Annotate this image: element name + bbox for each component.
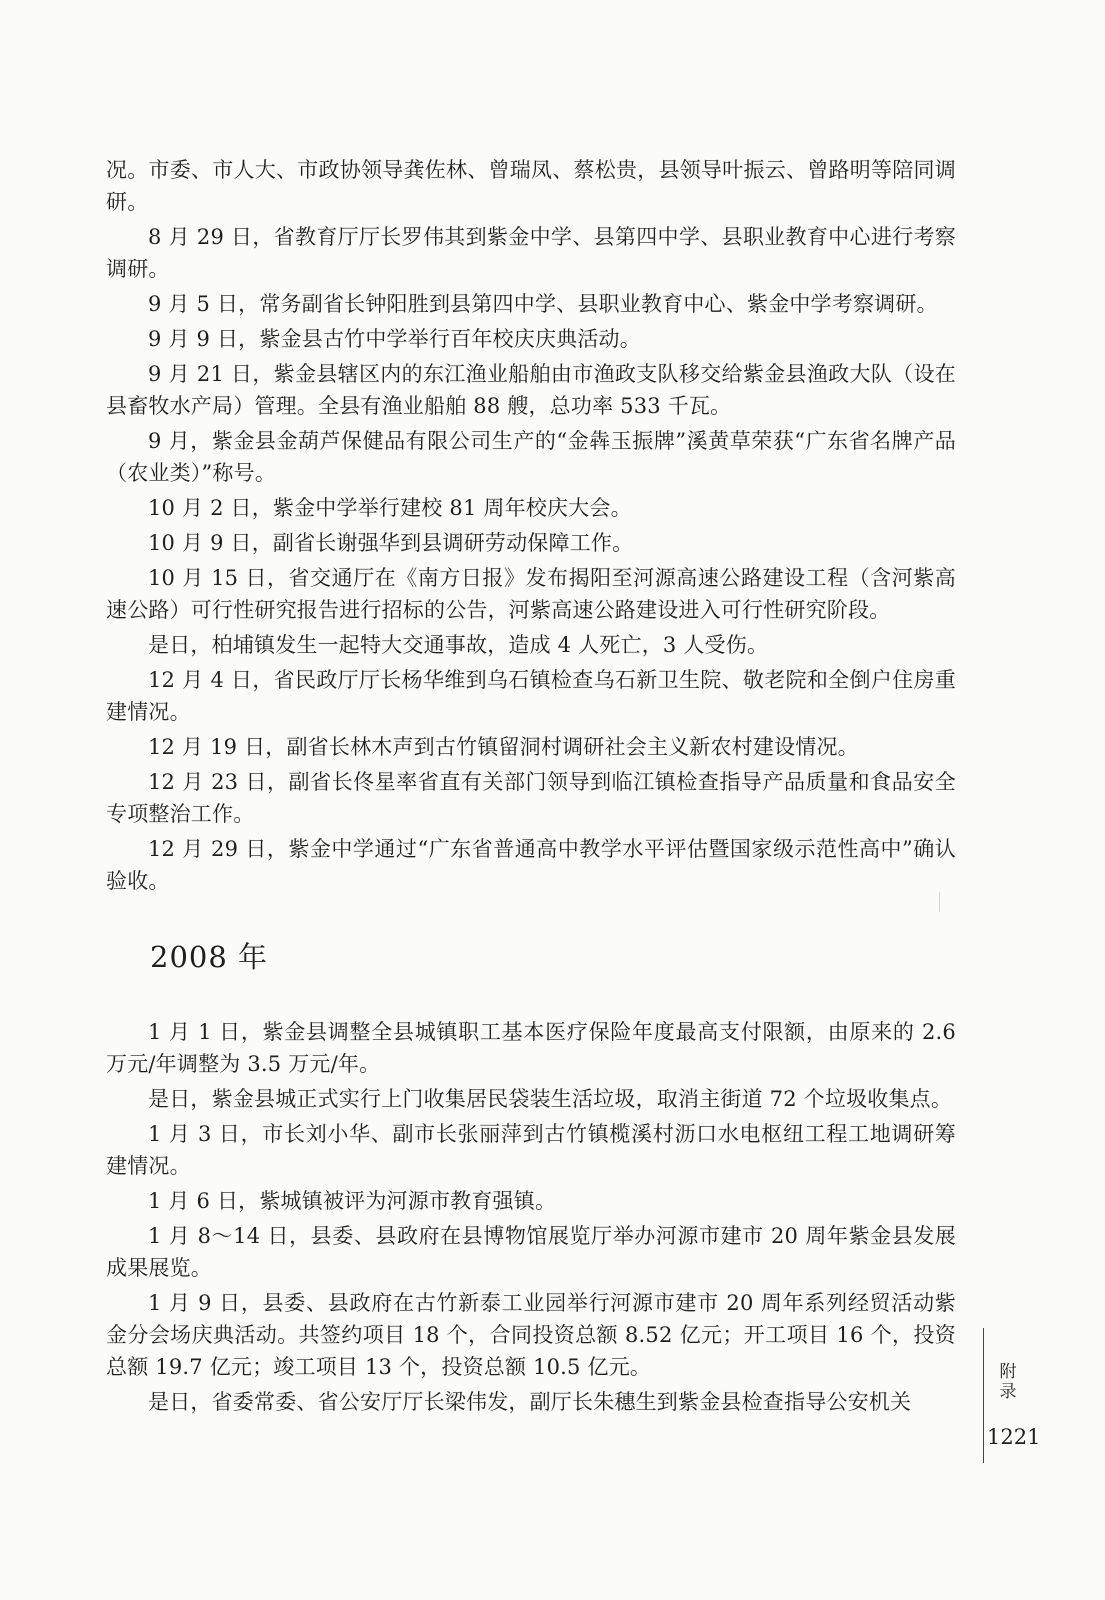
paragraph: 1 月 6 日，紫城镇被评为河源市教育强镇。 [148, 1189, 557, 1213]
margin-rule [983, 1328, 984, 1463]
paragraph: 10 月 9 日，副省长谢强华到县调研劳动保障工作。 [148, 531, 634, 555]
paragraph: 1 月 8～14 日，县委、县政府在县博物馆展览厅举办河源市建市 20 周年紫金县发展成果展览。 [106, 1224, 956, 1280]
paragraph: 9 月 9 日，紫金县古竹中学举行百年校庆庆典活动。 [148, 327, 641, 351]
paragraph: 是日，紫金县城正式实行上门收集居民袋装生活垃圾，取消主街道 72 个垃圾收集点。 [148, 1087, 953, 1111]
paragraph: 况。市委、市人大、市政协领导龚佐林、曾瑞凤、蔡松贵，县领导叶振云、曾路明等陪同调研。 [106, 158, 956, 214]
paragraph: 1 月 3 日，市长刘小华、副市长张丽萍到古竹镇榄溪村沥口水电枢纽工程工地调研筹建情况。 [106, 1122, 956, 1178]
paragraph: 1 月 1 日，紫金县调整全县城镇职工基本医疗保险年度最高支付限额，由原来的 2.6万元/年调整为 3.5 万元/年。 [106, 1020, 956, 1076]
section-tab-char: 附 [999, 1362, 1017, 1382]
section-2008 [106, 1016, 956, 1418]
section-2007 [106, 154, 956, 897]
paragraph: 10 月 2 日，紫金中学举行建校 81 周年校庆大会。 [148, 496, 632, 520]
paragraph: 12 月 4 日，省民政厅厅长杨华维到乌石镇检查乌石新卫生院、敬老院和全倒户住房重建情况。 [106, 668, 956, 724]
paragraph: 8 月 29 日，省教育厅厅长罗伟其到紫金中学、县第四中学、县职业教育中心进行考察调研。 [106, 225, 956, 281]
paragraph: 9 月，紫金县金葫芦保健品有限公司生产的“金犇玉振牌”溪黄草荣获“广东省名牌产品（农业类）”称号。 [106, 429, 956, 485]
paragraph: 是日，柏埔镇发生一起特大交通事故，造成 4 人死亡，3 人受伤。 [148, 633, 769, 657]
paragraph: 10 月 15 日，省交通厅在《南方日报》发布揭阳至河源高速公路建设工程（含河紫高速公路）可行性研究报告进行招标的公告，河紫高速公路建设进入可行性研究阶段。 [106, 566, 956, 622]
page-body [106, 154, 956, 1421]
scan-edge-mark [939, 892, 940, 912]
section-tab-char: 录 [999, 1382, 1017, 1402]
paragraph: 12 月 29 日，紫金中学通过“广东省普通高中教学水平评估暨国家级示范性高中”确认验收。 [106, 837, 956, 893]
section-tab-label [999, 1362, 1017, 1402]
year-heading: 2008 年 [150, 940, 269, 974]
paragraph: 1 月 9 日，县委、县政府在古竹新泰工业园举行河源市建市 20 周年系列经贸活动紫金分会场庆典活动。共签约项目 18 个，合同投资总额 8.52 亿元；开工项目 16 个，投资总额 19.7 亿元；竣工项目 13 个，投资总额 10.5 亿元。 [106, 1291, 956, 1379]
paragraph: 是日，省委常委、省公安厅厅长梁伟发，副厅长朱穗生到紫金县检查指导公安机关 [148, 1390, 912, 1414]
paragraph: 9 月 5 日，常务副省长钟阳胜到县第四中学、县职业教育中心、紫金中学考察调研。 [148, 292, 938, 316]
paragraph: 9 月 21 日，紫金县辖区内的东江渔业船舶由市渔政支队移交给紫金县渔政大队（设在县畜牧水产局）管理。全县有渔业船舶 88 艘，总功率 533 千瓦。 [106, 362, 956, 418]
paragraph: 12 月 19 日，副省长林木声到古竹镇留洞村调研社会主义新农村建设情况。 [148, 735, 859, 759]
paragraph: 12 月 23 日，副省长佟星率省直有关部门领导到临江镇检查指导产品质量和食品安全专项整治工作。 [106, 770, 956, 826]
page-number: 1221 [987, 1425, 1041, 1449]
